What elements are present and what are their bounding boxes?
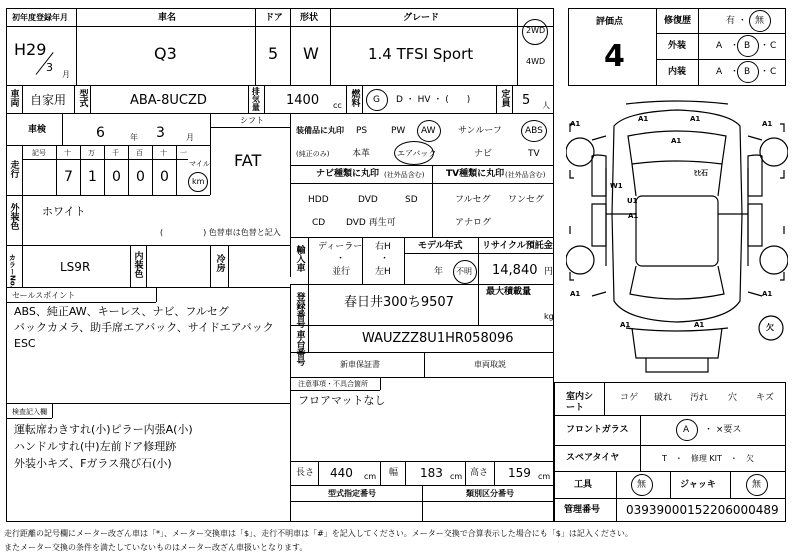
int-dot2: ・ [760, 67, 770, 77]
equip-ps: PS [356, 126, 368, 136]
equip-sunroof: サンルーフ [458, 126, 502, 136]
mark-10: A1 [620, 321, 631, 329]
type-value: ABA-8UCZD [130, 93, 207, 108]
control-value: 03939000152206000489 [626, 503, 779, 517]
model-year-label: モデル年式 [418, 241, 463, 251]
reg-era: H29 [14, 40, 47, 59]
capacity-unit: 人 [542, 101, 550, 110]
recycle-label: リサイクル預託金 [482, 241, 553, 251]
length-unit: cm [364, 472, 377, 481]
mileage-digit-2: 0 [112, 169, 121, 185]
footer-line2: またメーター交換の条件を満たしていないものはメーター改ざん車扱いとなります。 [4, 543, 308, 552]
tv-analog: アナログ [455, 218, 492, 228]
car-name-label: 車名 [158, 13, 177, 23]
disp-value: 1400 [286, 93, 320, 108]
mileage-unit-4: 十 [160, 149, 167, 157]
manual-label: 車両取説 [474, 360, 506, 369]
steer-dot: ・ [380, 254, 390, 264]
sales-line-0: ABS、純正AW、キーレス、ナビ、フルセグ [14, 305, 229, 318]
mileage-unit-3: 百 [136, 149, 143, 157]
import-dealer: ディーラー [318, 242, 363, 252]
color-no-value: LS9R [60, 260, 91, 274]
glass-label: フロントガラス [566, 425, 629, 435]
tools-none: 無 [637, 480, 647, 490]
type-designation-label: 型式指定番号 [328, 489, 376, 498]
mark-7: A1 [762, 120, 773, 128]
mark-8: A1 [570, 290, 581, 298]
width-unit: cm [450, 472, 463, 481]
mileage-label: 走行 [8, 160, 19, 178]
fuel-options: D ・ HV ・ ( ) [396, 95, 471, 105]
shape-label: 形状 [300, 13, 319, 23]
mark-11: A1 [694, 321, 705, 329]
repair-option: 有 ・ [726, 16, 747, 26]
mark-3: W1 [610, 182, 623, 190]
reg-month: 3 [46, 61, 53, 74]
mark-4: U1 [627, 197, 638, 205]
ext-dot2: ・ [760, 41, 770, 51]
inspect-line-0: 運転席わきすれ(小)ピラー内張A(小) [14, 423, 193, 436]
door-value: 5 [268, 44, 279, 63]
steer-right: 右H [375, 242, 391, 252]
seat-yabure: 破れ [654, 393, 673, 403]
interior-label: 内装 [668, 67, 687, 77]
length-value: 440 [330, 466, 353, 480]
mark-2: A1 [671, 137, 682, 145]
tools-label: 工具 [574, 480, 593, 490]
model-year-unit: 年 [434, 267, 444, 277]
color-value: ホワイト [42, 205, 86, 218]
notes-label: 注意事項・不具合箇所 [298, 380, 368, 388]
reg-year-label: 初年度登録年月 [12, 13, 68, 22]
ac-label: 冷房 [214, 254, 225, 272]
seat-kizu: キズ [756, 393, 774, 403]
inspect-line-1: ハンドルすれ(中)左前ドア修理跡 [14, 440, 177, 453]
ext-c: C [770, 41, 777, 51]
score-value: 4 [604, 39, 625, 74]
navi-cd: CD [312, 218, 326, 228]
exterior-label: 外装 [668, 41, 687, 51]
ext-b: B [744, 41, 751, 51]
navi-dvd: DVD [358, 195, 378, 205]
color-note: ( ) 色替車は色替と記入 [160, 228, 281, 237]
inspection-year-unit: 年 [130, 133, 138, 142]
tv-title: TV種類に丸印 [446, 169, 505, 179]
mileage-unit-2: 千 [112, 149, 119, 157]
chassis-label: 車台番号 [294, 330, 305, 366]
seat-yogore: 汚れ [690, 393, 709, 403]
disp-unit: cc [333, 101, 342, 110]
max-load-unit: kg [544, 312, 554, 321]
shift-label: シフト [240, 116, 264, 125]
glass-rest: ・ ×要ス [704, 425, 742, 435]
recycle-value: 14,840 [492, 263, 538, 278]
sales-line-1: バックカメラ、助手席エアバック、サイドエアバック [14, 321, 274, 334]
notes-value: フロアマットなし [298, 394, 386, 407]
type-label: 型式 [77, 89, 88, 107]
import-label: 輸入車 [294, 245, 305, 272]
equip-airbag: エアバック [397, 149, 437, 158]
import-parallel: 並行 [332, 267, 351, 277]
capacity-value: 5 [522, 93, 531, 108]
navi-sd: SD [405, 195, 418, 205]
mark-13: 欠 [766, 323, 774, 332]
repair-none: 無 [755, 16, 765, 26]
mark-12: ﾋﾋ石 [694, 169, 708, 177]
shift-value: FAT [234, 151, 262, 170]
control-label: 管理番号 [564, 505, 601, 515]
seat-koge: コゲ [620, 393, 639, 403]
interior-color-label: 内装色 [132, 251, 143, 278]
equip-abs: ABS [525, 126, 543, 136]
warranty-label: 新車保証書 [340, 360, 380, 369]
ext-a: A [716, 41, 723, 51]
grade-value: 1.4 TFSI Sport [368, 45, 474, 63]
sales-point-label: セールスポイント [12, 291, 76, 300]
navi-hdd: HDD [308, 195, 329, 205]
inspection-month: 3 [156, 125, 165, 141]
use-label: 車両 [8, 89, 19, 107]
ext-dot1: ・ [730, 41, 740, 51]
equip-navi: ナビ [474, 149, 493, 159]
width-label: 幅 [389, 468, 399, 478]
steer-left: 左H [375, 267, 391, 277]
tv-sub: (社外品含む) [505, 171, 546, 179]
inspect-note-label: 検査記入欄 [12, 408, 47, 416]
mileage-digit-1: 1 [88, 169, 97, 185]
registration-label: 登録番号 [294, 292, 305, 328]
tv-fullseg: フルセグ [455, 195, 491, 205]
sales-line-2: ESC [14, 337, 36, 350]
mark-6: A1 [570, 120, 581, 128]
equip-aw: AW [421, 126, 436, 136]
int-dot1: ・ [730, 67, 740, 77]
repair-label: 修復歴 [664, 16, 692, 26]
door-label: ドア [265, 13, 283, 23]
inspection-label: 車検 [28, 125, 47, 135]
inspection-month-unit: 月 [186, 133, 194, 142]
score-label: 評価点 [596, 17, 624, 27]
reg-month-unit: 月 [62, 70, 70, 79]
car-name-value: Q3 [154, 44, 177, 63]
capacity-label: 定員 [499, 89, 510, 107]
jack-none: 無 [752, 480, 762, 490]
int-c: C [770, 67, 777, 77]
equip-leather: 本革 [352, 149, 371, 159]
drive-4wd: 4WD [526, 57, 546, 66]
mileage-unit-1: 万 [88, 149, 95, 157]
navi-sub: (社外品含む) [384, 171, 425, 179]
mileage-unit-label: 記号 [32, 149, 46, 157]
chassis-value: WAUZZZ8U1HR058096 [362, 331, 514, 346]
fuel-g: G [373, 95, 380, 105]
color-label: 外装色 [8, 203, 19, 230]
mileage-mile: マイル [189, 160, 210, 168]
inspect-line-2: 外装小キズ、Fガラス飛び石(小) [14, 457, 172, 470]
equipment-title: 装備品に丸印 [296, 126, 344, 135]
length-label: 長さ [296, 468, 315, 478]
width-value: 183 [420, 466, 443, 480]
mileage-digit-4: 0 [160, 169, 169, 185]
category-label: 類別区分番号 [466, 489, 514, 498]
mileage-digit-0: 7 [64, 169, 73, 185]
height-label: 高さ [470, 468, 489, 478]
use-value: 自家用 [30, 93, 67, 107]
mark-1: A1 [690, 115, 701, 123]
mileage-unit-0: 十 [64, 149, 71, 157]
max-load-label: 最大積載量 [486, 287, 532, 297]
inspection-year: 6 [96, 125, 105, 141]
height-value: 159 [508, 466, 531, 480]
disp-label: 排気量 [251, 87, 261, 111]
mark-5: A1 [628, 212, 639, 220]
registration-value: 春日井300ち9507 [344, 295, 454, 310]
grade-label: グレード [403, 13, 440, 23]
mark-9: A1 [762, 290, 773, 298]
glass-a: A [683, 425, 690, 435]
shape-value: W [303, 44, 319, 63]
recycle-unit: 円 [544, 267, 554, 277]
mark-0: A1 [638, 115, 649, 123]
spare-items: T ・ 修理 KIT ・ 欠 [662, 454, 754, 463]
equipment-sub: (純正のみ) [296, 150, 330, 158]
seat-label: 室内シート [566, 392, 594, 413]
navi-dvd-play: DVD 再生可 [346, 218, 396, 228]
equip-tv: TV [528, 149, 540, 159]
navi-title: ナビ種類に丸印 [316, 169, 380, 179]
color-no-label: カラーNo. [8, 254, 17, 289]
int-a: A [716, 67, 723, 77]
spare-label: スペアタイヤ [566, 453, 620, 463]
jack-label: ジャッキ [680, 480, 716, 490]
drive-2wd: 2WD [526, 26, 546, 35]
mileage-digit-3: 0 [136, 169, 145, 185]
import-dot: ・ [336, 254, 346, 264]
mileage-unit-5: 一 [180, 149, 187, 157]
model-year-unknown: 不明 [456, 267, 472, 276]
height-unit: cm [538, 472, 551, 481]
footer-line1: 走行距離の記号欄にメーター改ざん車は「*」、メーター交換車は「$」、走行不明車は「#」を記入してください。メーター交換で合算表示した場合にも「$」は記入ください。 [4, 529, 633, 538]
mileage-km: km [192, 177, 205, 186]
equip-pw: PW [391, 126, 406, 136]
seat-ana: 穴 [728, 393, 738, 403]
int-b: B [744, 67, 751, 77]
fuel-label: 燃料 [349, 89, 360, 107]
tv-oneseg: ワンセグ [508, 195, 545, 205]
